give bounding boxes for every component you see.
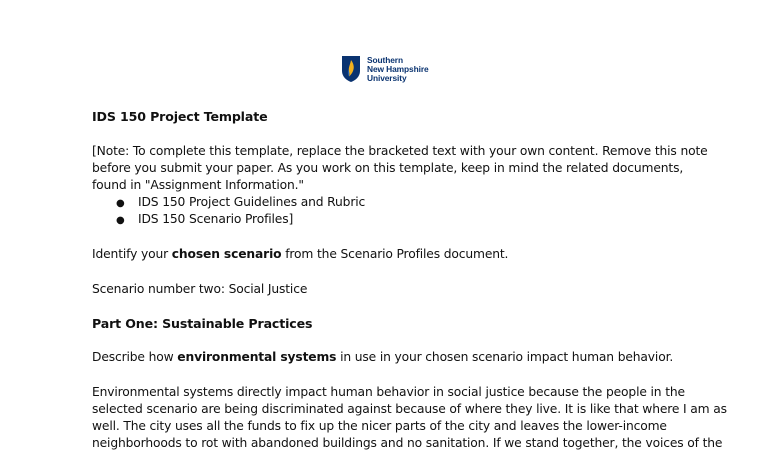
paragraph-line-3: well. The city uses all the funds to fix up the nicer parts of the city and leaves the lower-income (92, 419, 667, 433)
identify-prompt-post: from the Scenario Profiles document. (281, 247, 509, 261)
scenario-line: Scenario number two: Social Justice (92, 282, 308, 296)
identify-prompt-bold: chosen scenario (171, 247, 282, 261)
snhu-shield-icon (341, 55, 361, 83)
paragraph-line-4: neighborhoods to rot with abandoned buildings and no sanitation. If we stand together, the voices of the (92, 436, 723, 450)
note-line-3: found in "Assignment Information." (92, 178, 304, 192)
paragraph-line-1: Environmental systems directly impact human behavior in social justice because the people in the (92, 385, 685, 399)
snhu-logo (341, 55, 429, 83)
identify-prompt (92, 246, 508, 263)
describe-prompt-post: in use in your chosen scenario impact human behavior. (336, 350, 674, 364)
bullet-icon: ● (116, 215, 125, 226)
bullet-icon: ● (116, 198, 125, 209)
logo-line-2: New Hampshire (367, 63, 429, 74)
describe-prompt (92, 349, 673, 366)
list-item-text: IDS 150 Scenario Profiles] (138, 212, 294, 226)
list-item (116, 211, 293, 229)
logo-line-3: University (367, 72, 407, 83)
section-heading-part-one: Part One: Sustainable Practices (92, 316, 313, 331)
logo-line-1: Southern (367, 54, 403, 65)
describe-prompt-bold: environmental systems (177, 350, 337, 364)
snhu-logo-text (367, 56, 429, 83)
list-item (116, 194, 365, 212)
describe-prompt-pre: Describe how (92, 350, 178, 364)
note-line-2: before you submit your paper. As you work on this template, keep in mind the related documents, (92, 161, 684, 175)
identify-prompt-pre: Identify your (92, 247, 172, 261)
document-title: IDS 150 Project Template (92, 109, 268, 124)
paragraph-line-2: selected scenario are being discriminated against because of where they live. It is like that where I am as (92, 402, 727, 416)
list-item-text: IDS 150 Project Guidelines and Rubric (138, 195, 366, 209)
note-line-1: [Note: To complete this template, replace the bracketed text with your own content. Remove this note (92, 144, 708, 158)
